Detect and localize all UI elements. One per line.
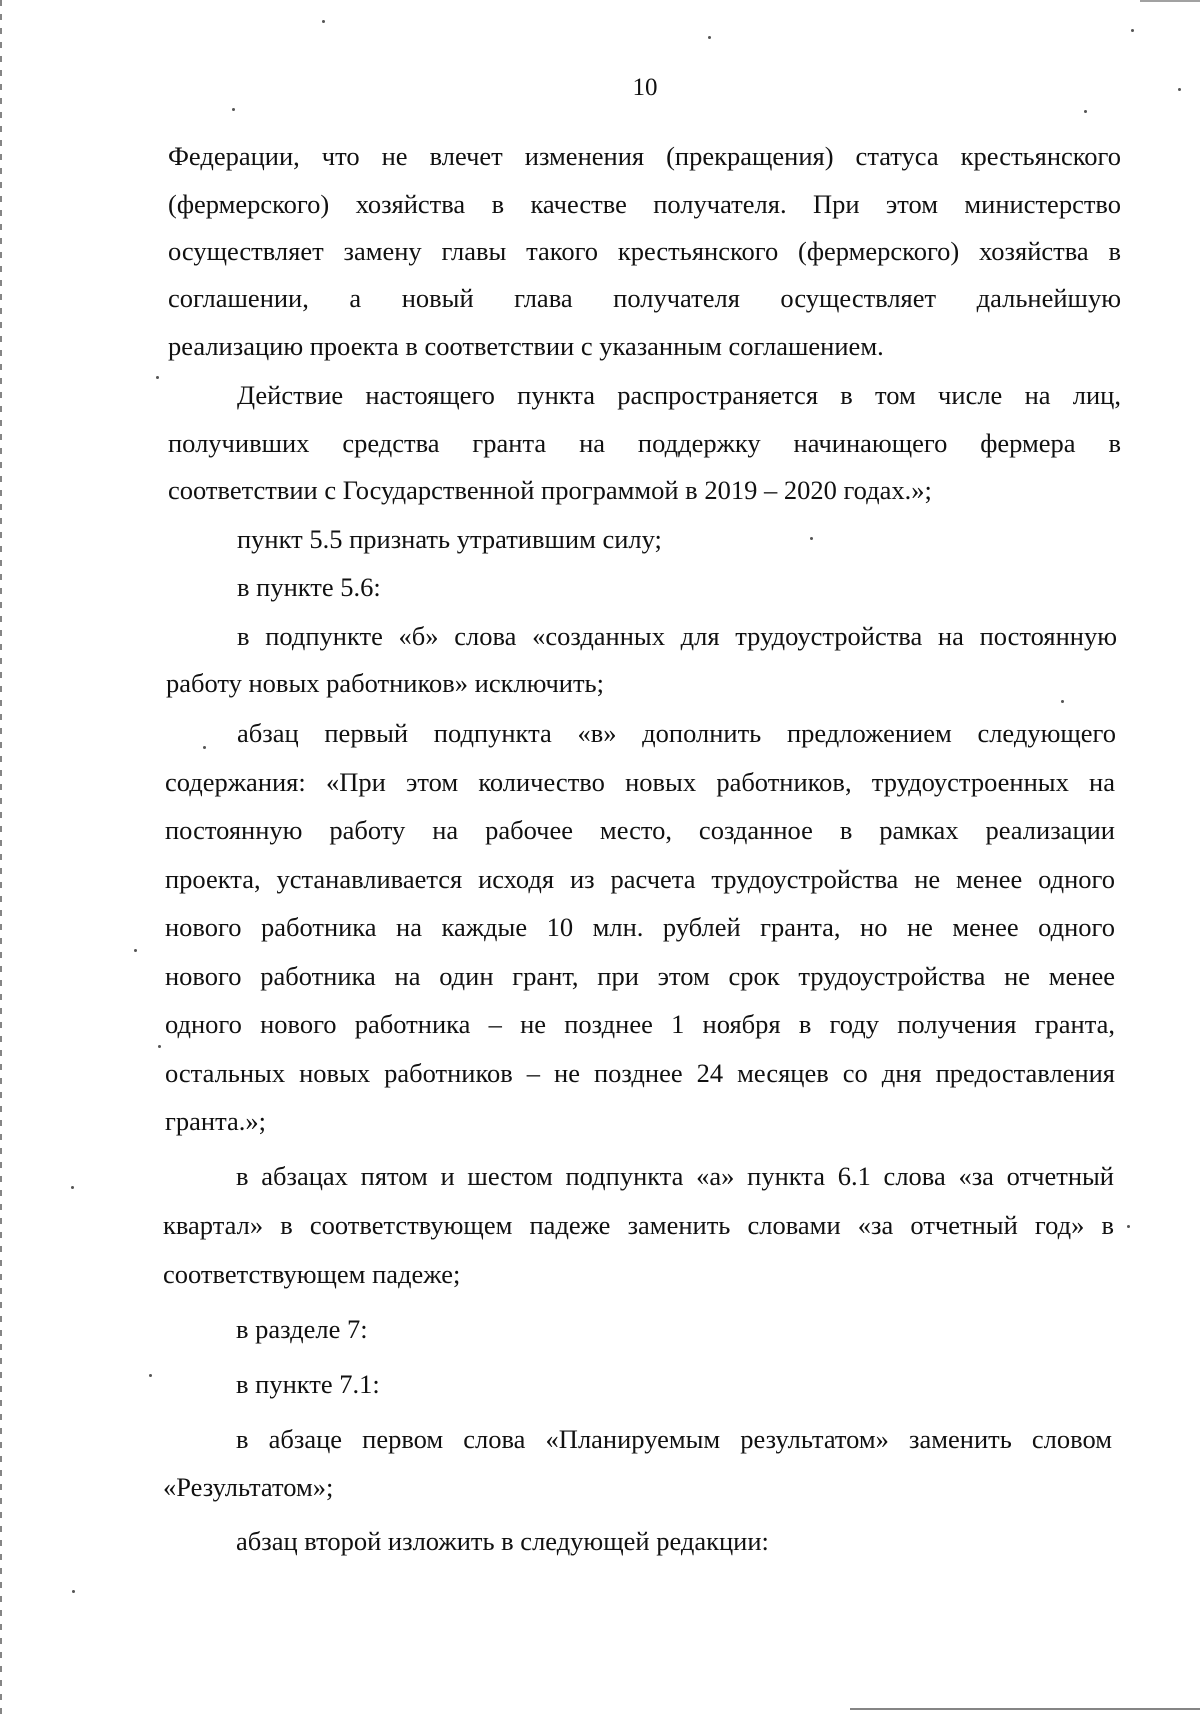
text-line: гранта.»; [165,1106,266,1136]
scan-speck [1061,700,1064,703]
scan-edge-left [0,0,2,1718]
scan-speck [1084,110,1087,113]
text-line: пункт 5.5 признать утратившим силу; [237,524,662,554]
text-line: в абзацах пятом и шестом подпункта «а» пункта 6.1 слова «за отчетный [236,1161,1114,1191]
text-line: соответствии с Государственной программой в 2019 – 2020 годах.»; [168,475,932,505]
page-number: 10 [632,74,658,101]
text-line: проекта, устанавливается исходя из расчета трудоустройства не менее одного [165,864,1115,894]
text-line: осуществляет замену главы такого крестьянского (фермерского) хозяйства в [168,236,1121,266]
scan-speck [156,376,159,379]
scan-edge-top [1140,0,1200,2]
text-line: абзац второй изложить в следующей редакции: [236,1526,769,1556]
text-line: (фермерского) хозяйства в качестве получателя. При этом министерство [168,189,1121,219]
text-line: «Результатом»; [163,1472,334,1502]
scan-speck [72,1590,75,1593]
text-line: абзац первый подпункта «в» дополнить предложением следующего [237,718,1116,748]
text-line: нового работника на один грант, при этом срок трудоустройства не менее [165,961,1115,991]
scan-speck [1127,1225,1130,1228]
text-line: реализацию проекта в соответствии с указанным соглашением. [168,331,884,361]
text-line: в подпункте «б» слова «созданных для трудоустройства на постоянную [237,621,1117,651]
text-line: нового работника на каждые 10 млн. рублей гранта, но не менее одного [165,912,1115,942]
text-line: в пункте 5.6: [237,572,381,602]
text-line: в разделе 7: [236,1314,368,1344]
text-line: работу новых работников» исключить; [166,668,605,698]
scan-speck [158,1045,161,1048]
text-line: в абзаце первом слова «Планируемым результатом» заменить словом [236,1424,1112,1454]
text-line: содержания: «При этом количество новых работников, трудоустроенных на [165,767,1115,797]
scan-speck [1178,88,1181,91]
text-line: Действие настоящего пункта распространяется в том числе на лиц, [237,380,1121,410]
scan-speck [322,20,325,23]
text-line: одного нового работника – не позднее 1 ноября в году получения гранта, [165,1009,1115,1039]
text-line: постоянную работу на рабочее место, созданное в рамках реализации [165,815,1115,845]
scan-speck [149,1374,152,1377]
text-line: соответствующем падеже; [163,1259,461,1289]
text-line: в пункте 7.1: [236,1369,380,1399]
scan-speck [1131,29,1134,32]
scan-speck [232,108,235,111]
text-line: квартал» в соответствующем падеже заменить словами «за отчетный год» в [163,1210,1114,1240]
text-line: получивших средства гранта на поддержку начинающего фермера в [168,428,1121,458]
scan-speck [708,36,711,39]
scan-speck [810,537,813,540]
text-line: соглашении, а новый глава получателя осуществляет дальнейшую [168,283,1121,313]
text-line: остальных новых работников – не позднее 24 месяцев со дня предоставления [165,1058,1115,1088]
text-line: Федерации, что не влечет изменения (прекращения) статуса крестьянского [168,141,1121,171]
scan-speck [134,949,137,952]
scan-speck [203,746,206,749]
scan-edge-bottom [850,1708,1200,1710]
scan-speck [71,1186,74,1189]
